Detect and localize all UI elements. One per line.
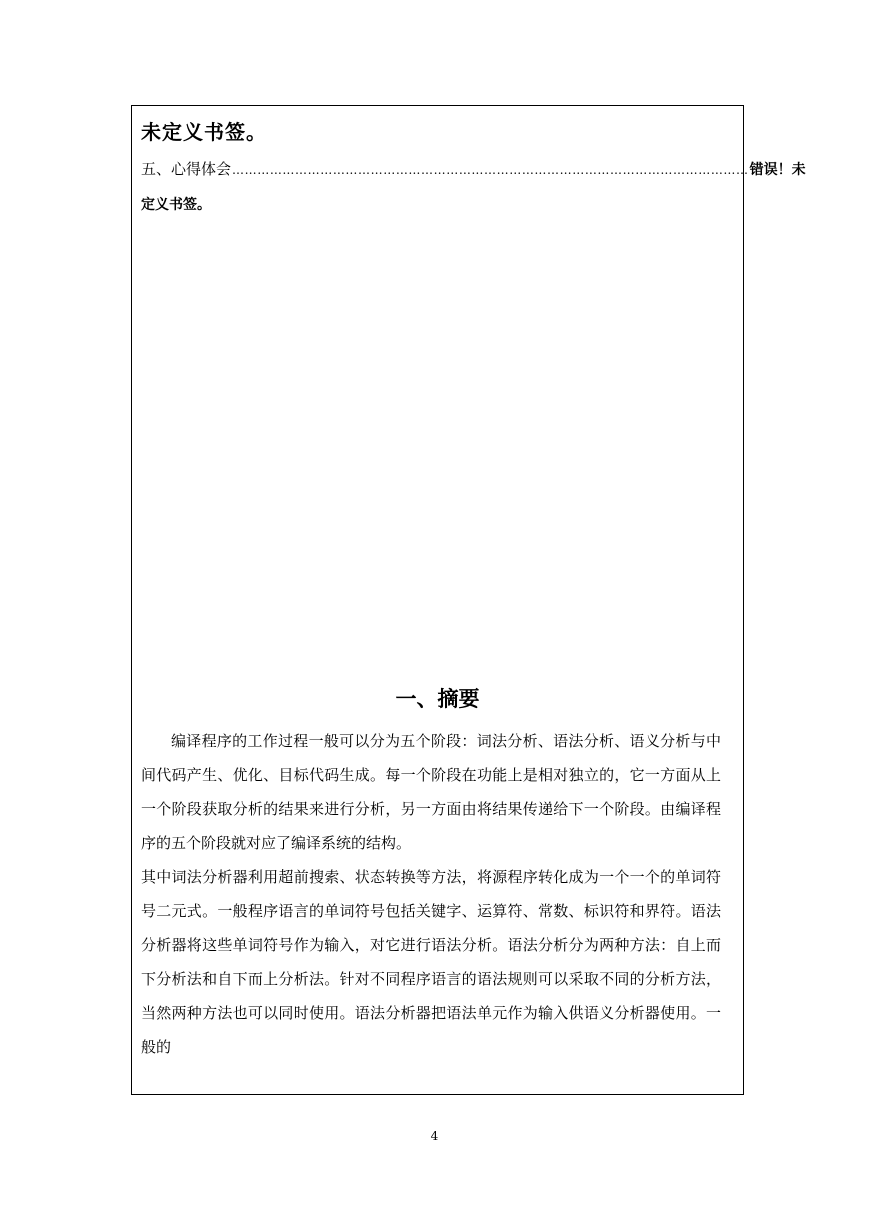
toc-error-heading: 未定义书签。 — [141, 120, 267, 144]
toc-entry[interactable] — [141, 158, 806, 180]
paragraph-2: 其中词法分析器利用超前搜索、状态转换等方法，将源程序转化成为一个一个的单词符号二元式。一般程序语言的单词符号包括关键字、运算符、常数、标识符和界符。语法分析器将这些单词符号作为输入，对它进行语法分析。语法分析分为两种方法：自上而下分析法和自下而上分析法。针对不同程序语言的语法规则可以采取不同的分析方法，当然两种方法也可以同时使用。语法分析器把语法单元作为输入供语义分析器使用。一般的 — [141, 868, 721, 1056]
page-frame — [131, 105, 806, 1095]
section-title: 一、摘要 — [395, 687, 480, 711]
toc-entry-error: 错误！未 — [749, 162, 806, 178]
paragraph-1: 编译程序的工作过程一般可以分为五个阶段：词法分析、语法分析、语义分析与中间代码产生、优化、目标代码生成。每一个阶段在功能上是相对独立的，它一方面从上一个阶段获取分析的结果来进行分析，另一方面由将结果传递给下一个阶段。由编译程序的五个阶段就对应了编译系统的结构。 — [141, 732, 721, 852]
toc-entry-continuation: 定义书签。 — [141, 197, 211, 213]
toc-leader-dots: …………………………………………………………………………………………………………… — [232, 163, 749, 177]
section-body — [141, 724, 721, 1064]
toc-entry-label: 五、心得体会 — [141, 160, 232, 178]
page-number: 4 — [430, 1129, 439, 1143]
